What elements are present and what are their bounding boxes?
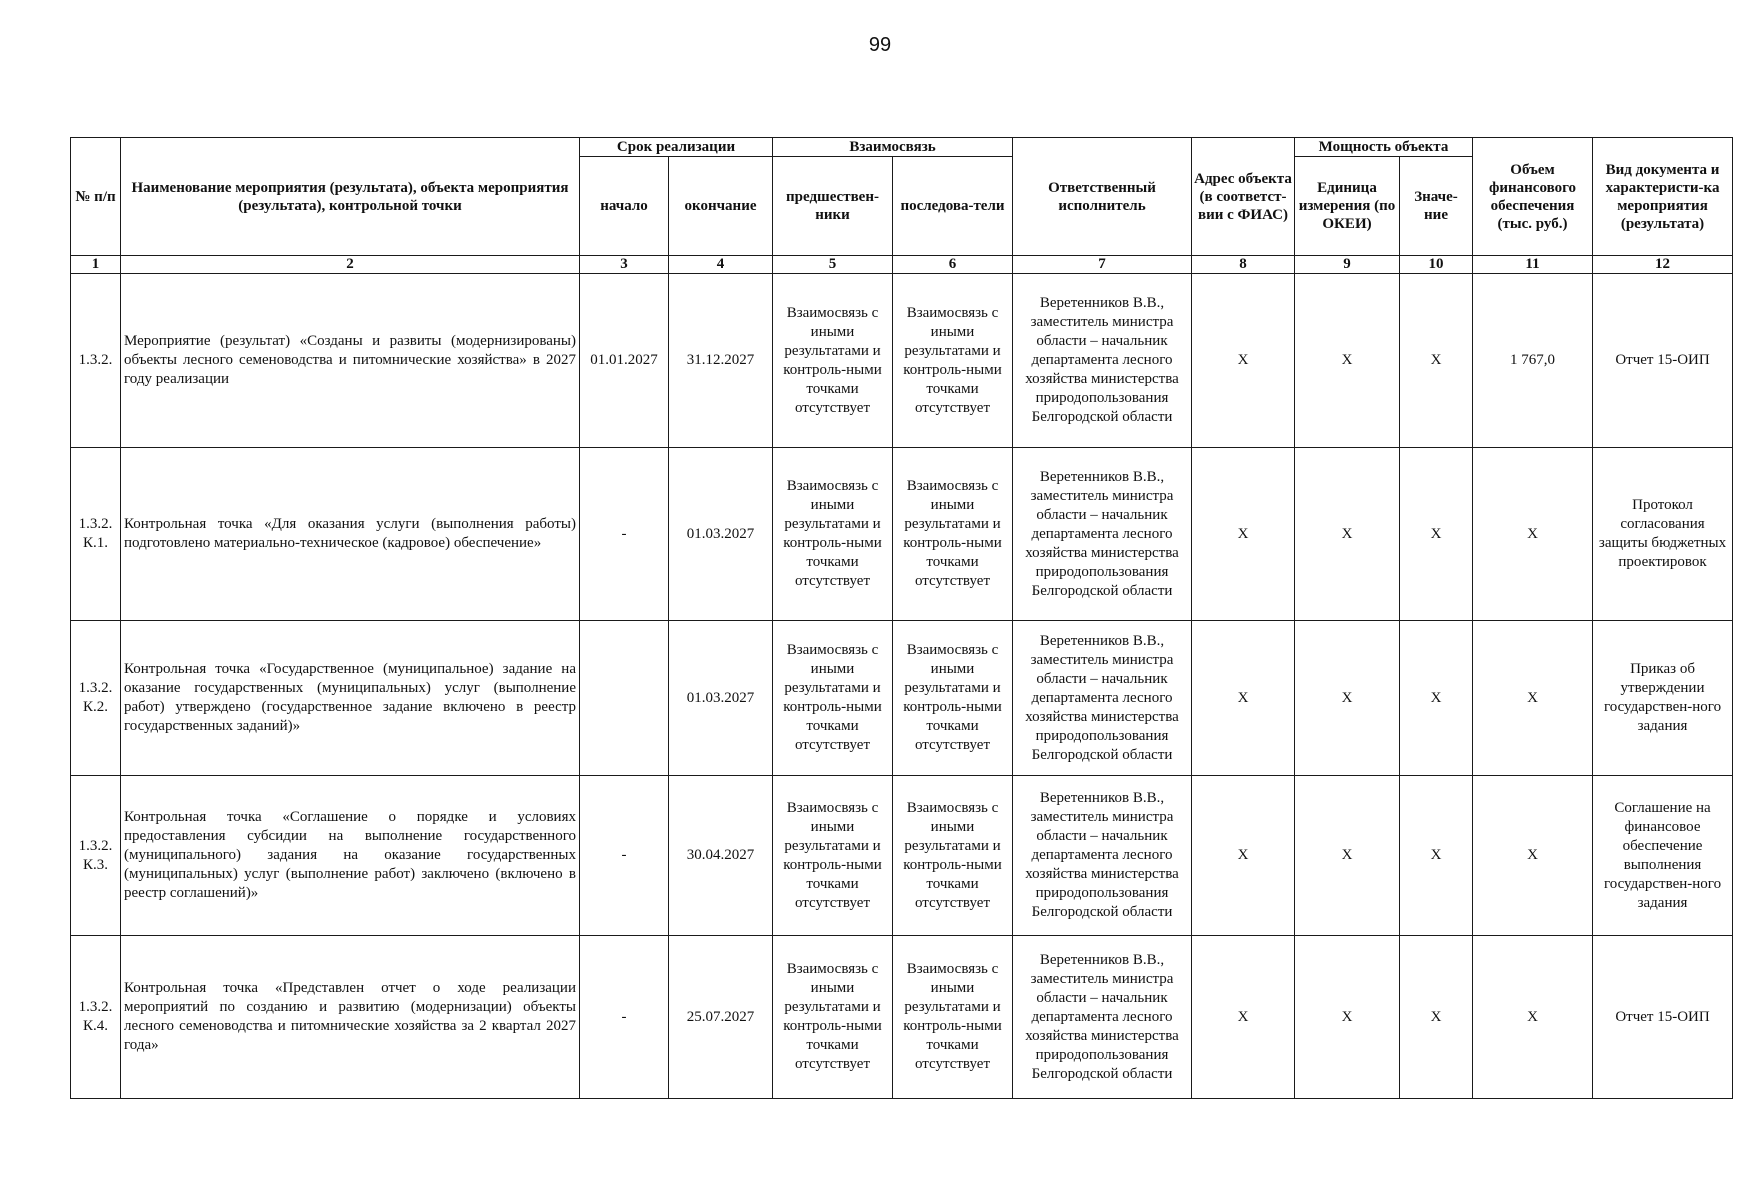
row-unit: Х <box>1295 936 1400 1099</box>
row-predecessors: Взаимосвязь с иными результатами и контроль-ными точками отсутствует <box>773 621 893 776</box>
header-value: Значе-ние <box>1400 157 1473 256</box>
header-predecessors: предшествен-ники <box>773 157 893 256</box>
row-num: 1.3.2. <box>71 274 121 448</box>
row-end: 01.03.2027 <box>669 448 773 621</box>
header-capacity: Мощность объекта <box>1295 138 1473 157</box>
table-row <box>71 274 1733 448</box>
row-successors: Взаимосвязь с иными результатами и контроль-ными точками отсутствует <box>893 621 1013 776</box>
row-predecessors: Взаимосвязь с иными результатами и контроль-ными точками отсутствует <box>773 448 893 621</box>
row-responsible: Веретенников В.В., заместитель министра области – начальник департамента лесного хозяйства министерства природопользования Белгородской области <box>1013 274 1192 448</box>
row-end: 01.03.2027 <box>669 621 773 776</box>
row-doc-type: Соглашение на финансовое обеспечение выполнения государствен-ного задания <box>1593 776 1733 936</box>
row-address: Х <box>1192 274 1295 448</box>
header-row-top <box>71 138 1733 157</box>
row-start: 01.01.2027 <box>580 274 669 448</box>
header-doc-type: Вид документа и характеристи-ка мероприятия (результата) <box>1593 138 1733 256</box>
row-unit: Х <box>1295 776 1400 936</box>
row-start: - <box>580 936 669 1099</box>
row-successors: Взаимосвязь с иными результатами и контроль-ными точками отсутствует <box>893 274 1013 448</box>
column-number: 9 <box>1295 256 1400 274</box>
row-end: 25.07.2027 <box>669 936 773 1099</box>
row-num: 1.3.2. К.2. <box>71 621 121 776</box>
row-responsible: Веретенников В.В., заместитель министра области – начальник департамента лесного хозяйства министерства природопользования Белгородской области <box>1013 936 1192 1099</box>
header-responsible: Ответственный исполнитель <box>1013 138 1192 256</box>
header-successors: последова-тели <box>893 157 1013 256</box>
table-row <box>71 776 1733 936</box>
row-name: Контрольная точка «Соглашение о порядке и условиях предоставления субсидии на выполнение государственного (муниципального) задания на оказание государственных (муниципальных) услуг (выполнение работ) заключено (включено в реестр соглашений)» <box>121 776 580 936</box>
row-value: Х <box>1400 448 1473 621</box>
header-unit: Единица измерения (по ОКЕИ) <box>1295 157 1400 256</box>
row-value: Х <box>1400 621 1473 776</box>
row-funding: Х <box>1473 776 1593 936</box>
row-num: 1.3.2. К.3. <box>71 776 121 936</box>
row-name: Контрольная точка «Представлен отчет о ходе реализации мероприятий по созданию и развитию (модернизации) объекты лесного семеноводства и питомнические хозяйства за 2 квартал 2027 года» <box>121 936 580 1099</box>
row-successors: Взаимосвязь с иными результатами и контроль-ными точками отсутствует <box>893 448 1013 621</box>
column-number: 8 <box>1192 256 1295 274</box>
row-doc-type: Отчет 15-ОИП <box>1593 274 1733 448</box>
header-name: Наименование мероприятия (результата), объекта мероприятия (результата), контрольной точки <box>121 138 580 256</box>
row-successors: Взаимосвязь с иными результатами и контроль-ными точками отсутствует <box>893 776 1013 936</box>
row-predecessors: Взаимосвязь с иными результатами и контроль-ными точками отсутствует <box>773 776 893 936</box>
row-predecessors: Взаимосвязь с иными результатами и контроль-ными точками отсутствует <box>773 936 893 1099</box>
header-address: Адрес объекта (в соответст-вии с ФИАС) <box>1192 138 1295 256</box>
row-unit: Х <box>1295 274 1400 448</box>
row-name: Контрольная точка «Для оказания услуги (выполнения работы) подготовлено материально-техническое (кадровое) обеспечение» <box>121 448 580 621</box>
column-number: 10 <box>1400 256 1473 274</box>
table-row <box>71 448 1733 621</box>
column-number: 6 <box>893 256 1013 274</box>
row-name: Контрольная точка «Государственное (муниципальное) задание на оказание государственных (муниципальных) услуг (выполнение работ) утверждено (государственное задание включено в реестр государственных заданий)» <box>121 621 580 776</box>
row-address: Х <box>1192 621 1295 776</box>
column-number-row <box>71 256 1733 274</box>
column-number: 5 <box>773 256 893 274</box>
column-number: 4 <box>669 256 773 274</box>
table-row <box>71 936 1733 1099</box>
row-predecessors: Взаимосвязь с иными результатами и контроль-ными точками отсутствует <box>773 274 893 448</box>
row-address: Х <box>1192 448 1295 621</box>
column-number: 1 <box>71 256 121 274</box>
table-row <box>71 621 1733 776</box>
column-number: 3 <box>580 256 669 274</box>
row-responsible: Веретенников В.В., заместитель министра области – начальник департамента лесного хозяйства министерства природопользования Белгородской области <box>1013 776 1192 936</box>
row-funding: Х <box>1473 936 1593 1099</box>
row-value: Х <box>1400 274 1473 448</box>
row-doc-type: Приказ об утверждении государствен-ного задания <box>1593 621 1733 776</box>
row-start <box>580 621 669 776</box>
row-value: Х <box>1400 776 1473 936</box>
row-responsible: Веретенников В.В., заместитель министра области – начальник департамента лесного хозяйства министерства природопользования Белгородской области <box>1013 621 1192 776</box>
header-end: окончание <box>669 157 773 256</box>
page-number: 99 <box>868 34 892 56</box>
row-funding: 1 767,0 <box>1473 274 1593 448</box>
row-end: 31.12.2027 <box>669 274 773 448</box>
row-doc-type: Протокол согласования защиты бюджетных проектировок <box>1593 448 1733 621</box>
row-funding: Х <box>1473 621 1593 776</box>
row-address: Х <box>1192 936 1295 1099</box>
row-address: Х <box>1192 776 1295 936</box>
row-name: Мероприятие (результат) «Созданы и развиты (модернизированы) объекты лесного семеноводства и питомнические хозяйства» в 2027 году реализации <box>121 274 580 448</box>
header-relation: Взаимосвязь <box>773 138 1013 157</box>
header-num: № п/п <box>71 138 121 256</box>
row-end: 30.04.2027 <box>669 776 773 936</box>
implementation-plan-table <box>70 137 1733 1099</box>
column-number: 2 <box>121 256 580 274</box>
row-responsible: Веретенников В.В., заместитель министра области – начальник департамента лесного хозяйства министерства природопользования Белгородской области <box>1013 448 1192 621</box>
row-num: 1.3.2. К.4. <box>71 936 121 1099</box>
row-unit: Х <box>1295 448 1400 621</box>
row-num: 1.3.2. К.1. <box>71 448 121 621</box>
header-funding: Объем финансового обеспечения (тыс. руб.) <box>1473 138 1593 256</box>
header-start: начало <box>580 157 669 256</box>
row-successors: Взаимосвязь с иными результатами и контроль-ными точками отсутствует <box>893 936 1013 1099</box>
row-doc-type: Отчет 15-ОИП <box>1593 936 1733 1099</box>
row-funding: Х <box>1473 448 1593 621</box>
row-start: - <box>580 776 669 936</box>
header-period: Срок реализации <box>580 138 773 157</box>
column-number: 7 <box>1013 256 1192 274</box>
column-number: 12 <box>1593 256 1733 274</box>
row-unit: Х <box>1295 621 1400 776</box>
row-value: Х <box>1400 936 1473 1099</box>
row-start: - <box>580 448 669 621</box>
column-number: 11 <box>1473 256 1593 274</box>
